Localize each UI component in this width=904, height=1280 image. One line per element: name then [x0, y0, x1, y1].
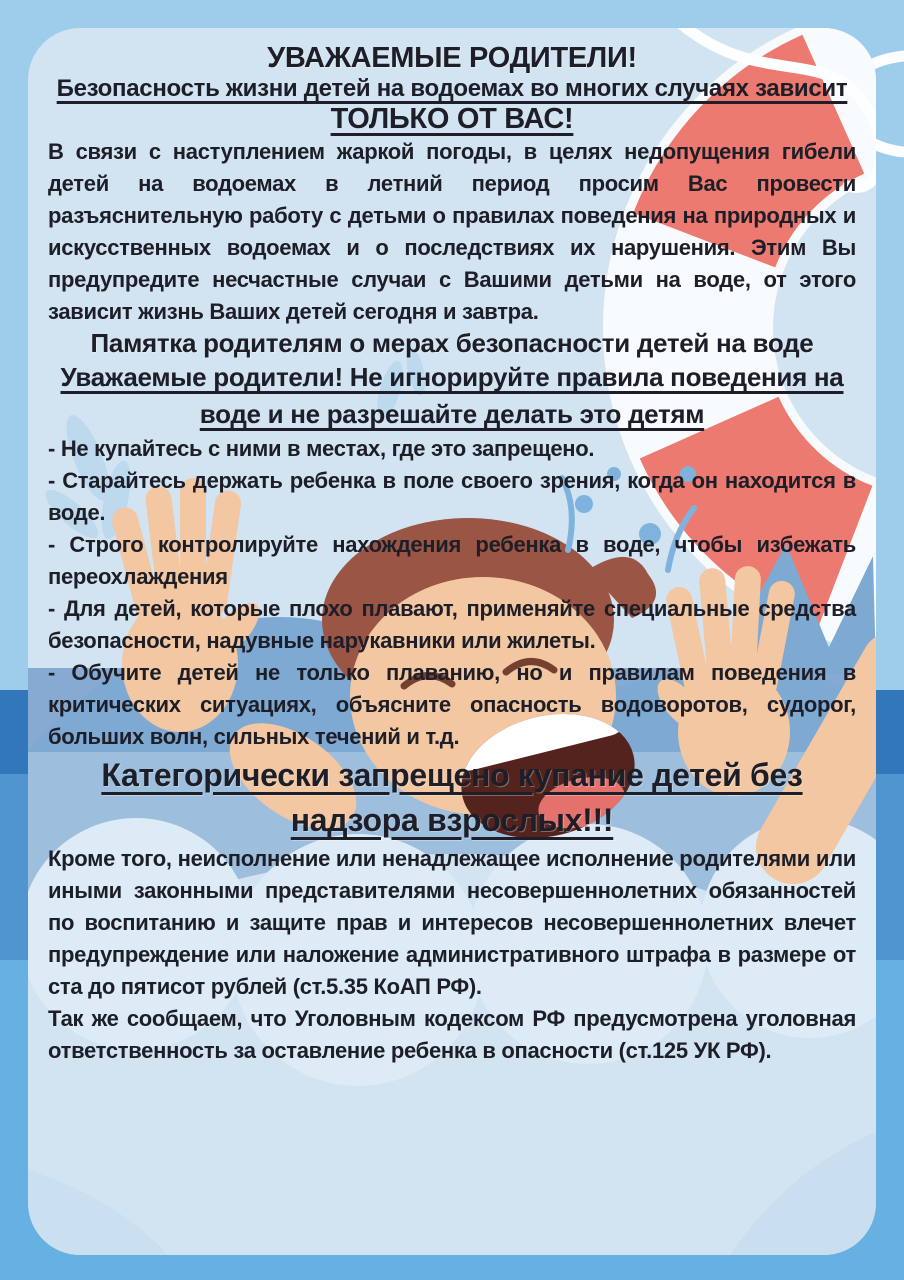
criminal-liability-paragraph: Так же сообщаем, что Уголовным кодексом РФ предусмотрена уголовная ответственность за оставление ребенка в опасности (ст.125 УК РФ). [48, 1006, 856, 1063]
rule-item: - Строго контролируйте нахождения ребенка в воде, чтобы избежать переохлаждения [48, 532, 856, 589]
admin-liability-paragraph: Кроме того, неисполнение или ненадлежащее исполнение родителями или иными законными представителями несовершеннолетних обязанностей по воспитанию и защите прав и интересов несовершеннолетних влечет предупреждение или наложение административного штрафа в размере от ста до пятисот рублей (ст.5.35 КоАП РФ). [48, 846, 856, 999]
poster-title: УВАЖАЕМЫЕ РОДИТЕЛИ! [267, 42, 637, 74]
memo-heading: Памятка родителям о мерах безопасности детей на воде [90, 328, 814, 358]
memo-subheading: Уважаемые родители! Не игнорируйте правила поведения на воде и не разрешайте делать это детям [60, 362, 844, 429]
rule-item: - Старайтесь держать ребенка в поле своего зрения, когда он находится в воде. [48, 468, 856, 525]
safety-subtitle: Безопасность жизни детей на водоемах во многих случаях зависит [56, 75, 848, 102]
rules-list [48, 433, 856, 753]
rule-item: - Для детей, которые плохо плавают, применяйте специальные средства безопасности, надувные нарукавники или жилеты. [48, 596, 856, 653]
poster-card [28, 28, 876, 1255]
rule-item: - Обучите детей не только плаванию, но и правилам поведения в критических ситуациях, объясните опасность водоворотов, судорог, больших волн, сильных течений и т.д. [48, 660, 856, 749]
safety-subtitle-emphasis: ТОЛЬКО ОТ ВАС! [330, 103, 574, 135]
poster-content [28, 28, 876, 1085]
intro-paragraph: В связи с наступлением жаркой погоды, в целях недопущения гибели детей на водоемах в летний период просим Вас провести разъяснительную работу с детьми о правилах поведения на природных и искусственных водоемах и о последствиях их нарушения. Этим Вы предупредите несчастные случаи с Вашими детьми на воде, от этого зависит жизнь Ваших детей сегодня и завтра. [48, 139, 856, 324]
legal-section [48, 843, 856, 1067]
warning-heading: Категорически запрещено купание детей без надзора взрослых!!! [101, 757, 803, 838]
rule-item: - Не купайтесь с ними в местах, где это запрещено. [48, 436, 595, 461]
